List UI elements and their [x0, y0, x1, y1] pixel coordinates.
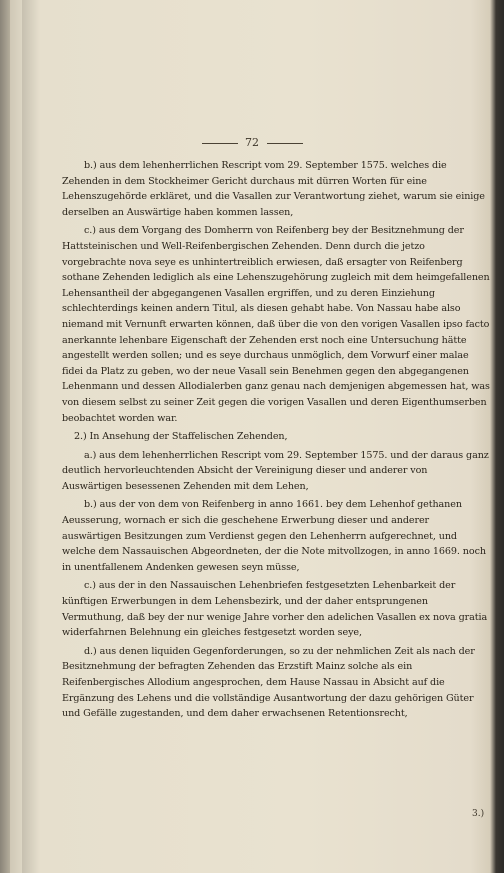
paragraph-b: b.) aus dem lehenherrlichen Rescript vom 29. September 1575. welches die Zehenden in dem Stockheimer Gericht durchaus mit dürren Worten für eine Lehenszugehörde erkläret, und die Vasallen zur Verantwortung ziehet, warum sie einige derselben an Auswärtige haben kommen lassen, [62, 160, 485, 218]
book-binding-edge [0, 0, 10, 873]
paragraph-2c: c.) aus der in den Nassauischen Lehenbriefen festgesetzten Lehenbarkeit der künftigen Erwerbungen in dem Lehensbezirk, und der daher entsprungenen Vermuthung, daß bey der nur wenige Jahre vorher den adelichen Vasallen ex nova gratia widerfahrnen Belehnung ein gleiches festgesetzt worden seye, [62, 580, 488, 639]
paragraph-c: c.) aus dem Vorgang des Domherrn von Reifenberg bey der Besitznehmung der Hattsteinischen und Well-Reifenbergischen Zehenden. Denn durch die jetzo vorgebrachte nova seye es unhintertreiblich erwiesen, daß ersagter von Reifenberg sothane Zehenden lediglich als eine Lehenszugehörung zugleich mit dem heimgefallenen Lehensantheil der abgegangenen Vasallen ergriffen, und zu deren Einziehung schlechterdings keinen andern Titul, als diesen gehabt habe. Von Nassau habe also niemand mit Vernunft erwarten können, daß über die von den vorigen Vasallen ipso facto anerkannte lehenbare Eigenschaft der Zehenden erst noch eine Untersuchung hätte angestellt werden sollen; und es seye durchaus unmöglich, dem Vorwurf einer malae fidei da Platz zu geben, wo der neue Vasall sein Benehmen gegen den abgegangenen Lehenmann und dessen Allodialerben ganz genau nach demjenigen abgemessen hat, was von diesem selbst zu seiner Zeit gegen die vorigen Vasallen und deren Eigenthumserben beobachtet worden war. [62, 225, 490, 424]
body-text [62, 158, 490, 725]
paragraph-2a: a.) aus dem lehenherrlichen Rescript vom 29. September 1575. und der daraus ganz deutlich hervorleuchtenden Absicht der Vereinigung dieser und anderer von Auswärtigen besessenen Zehenden mit dem Lehen, [62, 449, 489, 492]
gutter-shadow [22, 0, 40, 873]
page-header [0, 136, 504, 156]
catchword: 3.) [472, 809, 485, 819]
paragraph-2b: b.) aus der von dem von Reifenberg in anno 1661. bey dem Lehenhof gethanen Aeusserung, wornach er sich die geschehene Erwerbung dieser und anderer auswärtigen Besitzungen zum Verdienst gegen den Lehenherrn aufgerechnet, und welche dem Nassauischen Abgeordneten, der die Note mitvollzogen, in anno 1669. noch in unentfallenem Andenken gewesen seyn müsse, [62, 499, 486, 573]
section-heading-2: 2.) In Ansehung der Staffelischen Zehenden, [74, 431, 288, 443]
page-number: 72 [245, 136, 259, 149]
header-ornament-right [267, 143, 303, 144]
header-ornament-left [202, 143, 238, 144]
paragraph-2d: d.) aus denen liquiden Gegenforderungen, so zu der nehmlichen Zeit als nach der Besitznehmung der befragten Zehenden das Erzstift Mainz solche als ein Reifenbergisches Allodium angesprochen, dem Hause Nassau in Absicht auf die Ergänzung des Lehens und die vollständige Ausantwortung der dazu gehörigen Güter und Gefälle zugestanden, und dem daher erwachsenen Retentionsrecht, [62, 645, 475, 720]
